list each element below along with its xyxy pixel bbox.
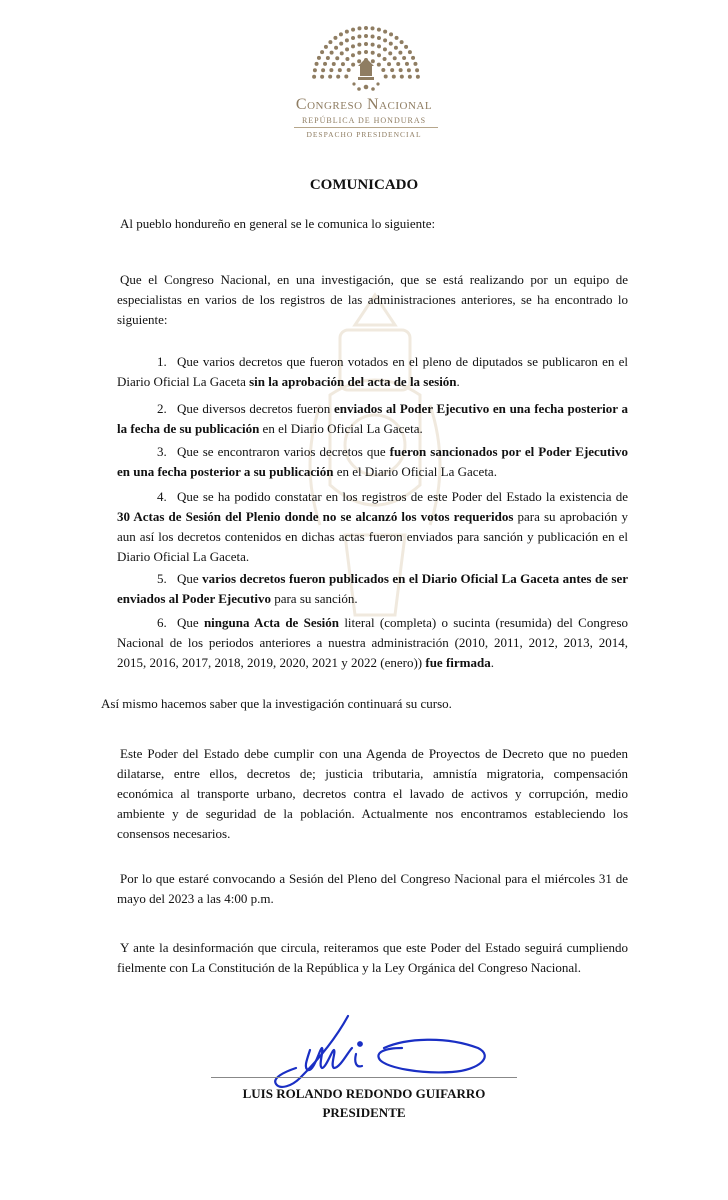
congress-hemicycle-emblem-icon bbox=[296, 22, 436, 94]
organization-name: Congreso Nacional bbox=[295, 96, 433, 113]
hemicycle-seat-icon bbox=[339, 42, 343, 46]
list-item-number: 6. bbox=[157, 615, 167, 630]
list-item-text: Que bbox=[177, 571, 203, 586]
hemicycle-seat-icon bbox=[329, 68, 333, 72]
header-divider bbox=[294, 127, 438, 128]
paragraph-agenda: Este Poder del Estado debe cumplir con una Agenda de Proyectos de Decreto que no pueden dilatarse, entre ellos, decretos de; justicia tributaria, amnistía migratoria, compensación económica al transporte urbano, decretos contra el lavado de activos y corrupción, medio ambiente y de seguridad de la población. Actualmente nos encontramos estableciendo los consensos necesarios. bbox=[117, 746, 628, 841]
handwritten-signature bbox=[256, 1008, 496, 1098]
list-item-number: 1. bbox=[157, 354, 167, 369]
hemicycle-seat-icon bbox=[371, 34, 375, 38]
signatory-role: PRESIDENTE bbox=[322, 1105, 406, 1120]
list-item-bold-text: fue firmada bbox=[425, 655, 491, 670]
hemicycle-seat-icon bbox=[341, 62, 345, 66]
hemicycle-seat-icon bbox=[328, 40, 332, 44]
hemicycle-seat-icon bbox=[351, 63, 355, 67]
hemicycle-seat-icon bbox=[390, 68, 394, 72]
hemicycle-seat-icon bbox=[371, 43, 375, 47]
hemicycle-seat-icon bbox=[400, 40, 404, 44]
hemicycle-seat-icon bbox=[377, 28, 381, 32]
hemicycle-seat-icon bbox=[313, 68, 317, 72]
hemicycle-seat-icon bbox=[345, 38, 349, 42]
hemicycle-seat-icon bbox=[345, 57, 349, 61]
hemicycle-seat-icon bbox=[389, 42, 393, 46]
hemicycle-seat-icon bbox=[394, 46, 398, 50]
list-item bbox=[117, 487, 628, 567]
hemicycle-seat-icon bbox=[415, 68, 419, 72]
hemicycle-seat-icon bbox=[408, 50, 412, 54]
hemicycle-seat-icon bbox=[388, 51, 392, 55]
hemicycle-seat-icon bbox=[395, 36, 399, 40]
hemicycle-seat-icon bbox=[398, 51, 402, 55]
list-item-bold-text: sin la aprobación del acta de la sesión bbox=[249, 374, 457, 389]
hemicycle-seat-icon bbox=[347, 68, 351, 72]
hemicycle-seat-icon bbox=[351, 44, 355, 48]
hemicycle-seat-icon bbox=[351, 53, 355, 57]
hemicycle-seat-icon bbox=[383, 30, 387, 34]
list-item-text: literal (completa) o sucinta (resumida) del Congreso Nacional de los periodos anteriores a nuestra administración (2010, 2011, 2012, 2013, 2014, 2015, 2016, 2017, 2018, 2019, 2020, 2021 y 2022 (enero)) bbox=[117, 615, 629, 670]
hemicycle-seat-icon bbox=[393, 56, 397, 60]
hemicycle-seat-icon bbox=[384, 75, 388, 79]
list-item-bold-text: fueron sancionados por el Poder Ejecutivo en una fecha posterior a su publicación bbox=[117, 444, 628, 479]
hemicycle-seat-icon bbox=[338, 68, 342, 72]
list-item bbox=[117, 399, 628, 439]
list-item-text: . bbox=[490, 655, 494, 670]
list-item-text: en el Diario Oficial La Gaceta. bbox=[333, 464, 497, 479]
list-item bbox=[117, 442, 628, 482]
hemicycle-seat-icon bbox=[340, 51, 344, 55]
hemicycle-seat-icon bbox=[315, 62, 319, 66]
hemicycle-seat-icon bbox=[334, 46, 338, 50]
hemicycle-seat-icon bbox=[326, 56, 330, 60]
paragraph-continuation: Así mismo hacemos saber que la investigación continuará su curso. bbox=[101, 696, 452, 711]
list-item-number: 3. bbox=[157, 444, 167, 459]
hemicycle-seat-icon bbox=[357, 43, 361, 47]
hemicycle-seat-icon bbox=[330, 51, 334, 55]
hemicycle-seat-icon bbox=[364, 50, 368, 54]
hemicycle-seat-icon bbox=[357, 34, 361, 38]
list-item-text: Que varios decretos que fueron votados en el pleno de diputados se publicaron en el Diario Oficial La Gaceta bbox=[117, 354, 628, 389]
hemicycle-seat-icon bbox=[400, 75, 404, 79]
hemicycle-seat-icon bbox=[351, 36, 355, 40]
list-item-bold-text: ninguna Acta de Sesión bbox=[203, 615, 340, 630]
hemicycle-seat-icon bbox=[312, 75, 316, 79]
intro-paragraph: Al pueblo hondureño en general se le comunica lo siguiente: bbox=[120, 216, 436, 231]
hemicycle-seat-icon bbox=[396, 62, 400, 66]
hemicycle-seat-icon bbox=[383, 57, 387, 61]
hemicycle-seat-icon bbox=[371, 26, 375, 30]
hemicycle-seat-icon bbox=[351, 28, 355, 32]
hemicycle-seat-icon bbox=[339, 32, 343, 36]
paragraph-investigation: Que el Congreso Nacional, en una investigación, que se está realizando por un equipo de especialistas en varios de los registros de las administraciones anteriores, se ha encontrado lo siguiente: bbox=[117, 272, 628, 327]
hemicycle-seat-icon bbox=[333, 36, 337, 40]
hemicycle-seat-icon bbox=[345, 47, 349, 51]
list-item-bold-text: enviados al Poder Ejecutivo en una fecha posterior a la fecha de su publicación bbox=[117, 401, 628, 436]
hemicycle-seat-icon bbox=[377, 44, 381, 48]
hemicycle-seat-icon bbox=[364, 26, 368, 30]
hemicycle-seat-icon bbox=[345, 30, 349, 34]
hemicycle-seat-icon bbox=[357, 59, 361, 63]
paragraph-session-call: Por lo que estaré convocando a Sesión del Pleno del Congreso Nacional para el miércoles 31 de mayo del 2023 a las 4:00 p.m. bbox=[117, 871, 628, 906]
hemicycle-seat-icon bbox=[371, 51, 375, 55]
hemicycle-seat-icon bbox=[344, 75, 348, 79]
hemicycle-seat-icon bbox=[371, 59, 375, 63]
list-item bbox=[117, 613, 628, 673]
list-item-number: 2. bbox=[157, 401, 167, 416]
hemicycle-seat-icon bbox=[411, 56, 415, 60]
document-title: COMUNICADO bbox=[309, 177, 419, 193]
hemicycle-seat-icon bbox=[387, 62, 391, 66]
hemicycle-seat-icon bbox=[413, 62, 417, 66]
hemicycle-seat-icon bbox=[324, 45, 328, 49]
list-item-text: en el Diario Oficial La Gaceta. bbox=[259, 421, 423, 436]
hemicycle-seat-icon bbox=[377, 53, 381, 57]
organization-department: DESPACHO PRESIDENCIAL bbox=[306, 130, 422, 139]
hemicycle-seat-icon bbox=[364, 34, 368, 38]
list-item-bold-text: varios decretos fueron publicados en el Diario Oficial La Gaceta antes de ser enviados al Poder Ejecutivo bbox=[117, 571, 628, 606]
hemicycle-seat-icon bbox=[383, 47, 387, 51]
hemicycle-seat-icon bbox=[357, 26, 361, 30]
hemicycle-seat-icon bbox=[399, 68, 403, 72]
organization-subtitle: REPÚBLICA DE HONDURAS bbox=[301, 116, 427, 125]
hemicycle-seat-icon bbox=[404, 45, 408, 49]
paragraph-closing: Y ante la desinformación que circula, reiteramos que este Poder del Estado seguirá cumpliendo fielmente con La Constitución de la República y la Ley Orgánica del Congreso Nacional. bbox=[117, 940, 628, 975]
list-item bbox=[117, 569, 628, 609]
hemicycle-seat-icon bbox=[408, 75, 412, 79]
list-item-text: para su sanción. bbox=[270, 591, 358, 606]
hemicycle-seat-icon bbox=[321, 68, 325, 72]
hemicycle-seat-icon bbox=[377, 63, 381, 67]
hemicycle-seat-icon bbox=[317, 56, 321, 60]
hemicycle-seat-icon bbox=[336, 75, 340, 79]
list-item-number: 4. bbox=[157, 489, 167, 504]
hemicycle-seat-icon bbox=[381, 68, 385, 72]
hemicycle-seat-icon bbox=[392, 75, 396, 79]
hemicycle-seat-icon bbox=[320, 75, 324, 79]
list-item-text: . bbox=[456, 374, 460, 389]
hemicycle-seat-icon bbox=[383, 38, 387, 42]
hemicycle-seat-icon bbox=[328, 75, 332, 79]
hemicycle-seat-icon bbox=[335, 56, 339, 60]
hemicycle-seat-icon bbox=[405, 62, 409, 66]
hemicycle-seat-icon bbox=[320, 50, 324, 54]
list-item-text: Que diversos decretos fueron bbox=[177, 401, 334, 416]
hemicycle-seat-icon bbox=[357, 51, 361, 55]
signature-line bbox=[211, 1077, 517, 1078]
hemicycle-seat-icon bbox=[377, 36, 381, 40]
list-item-bold-text: 30 Actas de Sesión del Plenio donde no se alcanzó los votos requeridos bbox=[117, 509, 514, 524]
hemicycle-seat-icon bbox=[402, 56, 406, 60]
list-item bbox=[117, 352, 628, 392]
list-item-text: Que se ha podido constatar en los registros de este Poder del Estado la existencia de bbox=[177, 489, 628, 504]
list-item-text: Que se encontraron varios decretos que bbox=[177, 444, 390, 459]
list-item-number: 5. bbox=[157, 571, 167, 586]
list-item-text: para su aprobación y aun así los decretos contenidos en dichas actas fueron enviados para sanción y publicación en el Diario Oficial La Gaceta. bbox=[117, 509, 628, 564]
hemicycle-seat-icon bbox=[416, 75, 420, 79]
list-item-text: Que bbox=[177, 615, 204, 630]
hemicycle-seat-icon bbox=[332, 62, 336, 66]
hemicycle-seat-icon bbox=[364, 42, 368, 46]
hemicycle-seat-icon bbox=[323, 62, 327, 66]
signatory-name: LUIS ROLANDO REDONDO GUIFARRO bbox=[242, 1086, 486, 1101]
hemicycle-seat-icon bbox=[407, 68, 411, 72]
hemicycle-seat-icon bbox=[389, 32, 393, 36]
